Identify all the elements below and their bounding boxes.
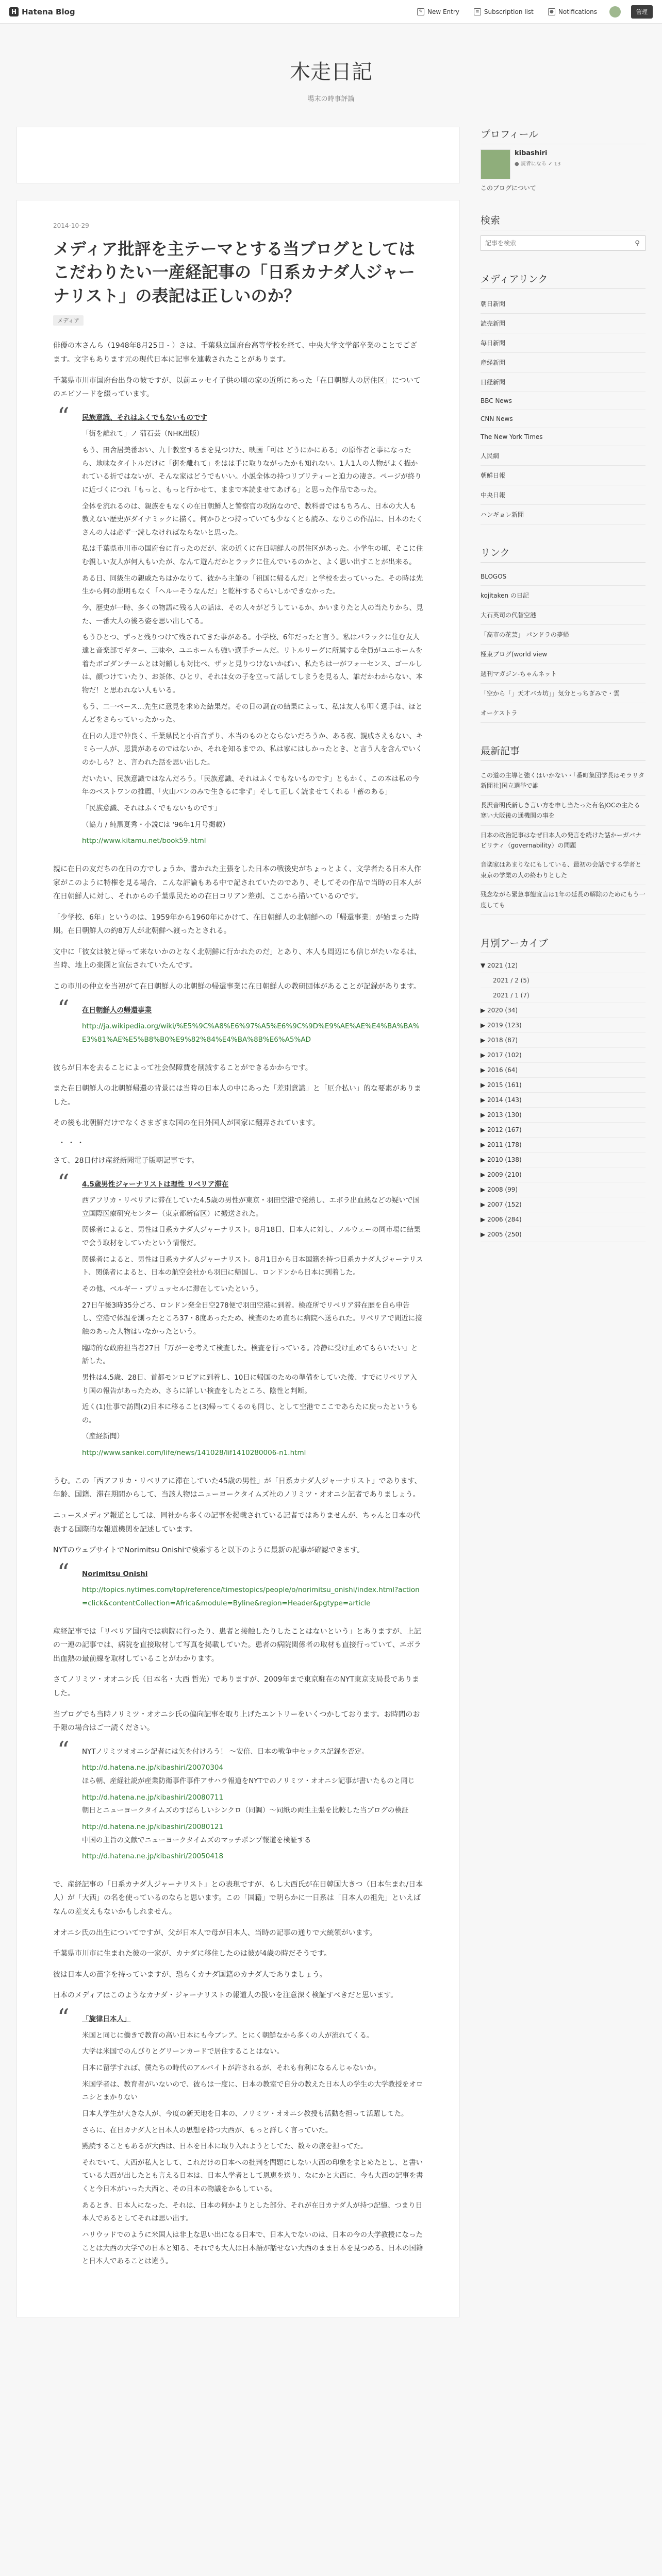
archive-item[interactable]: ▶ 2011 (178) (481, 1138, 646, 1153)
quote-source-link[interactable]: http://ja.wikipedia.org/wiki/%E5%9C%A8%E6%97%A5%E6%9C%9D%E9%AE%AE%E4%BA%BA%E3%81%AE%E5%B8%B0%E9%82%84%E4%BA%8B%E6%A5%AD (82, 1022, 420, 1044)
archive-item[interactable]: ▶ 2020 (34) (481, 1003, 646, 1018)
archive-item[interactable]: ▶ 2007 (152) (481, 1197, 646, 1212)
quote-source-link[interactable]: http://topics.nytimes.com/top/reference/timestopics/people/o/norimitsu_onishi/index.html?action=click&contentCollection=Africa&module=Byline&region=Header&pgtype=article (82, 1586, 420, 1607)
media-link-item[interactable]: The New York Times (481, 428, 646, 446)
recent-item[interactable]: 日本の政治記事はなぜ日本人の発言を続けた話かーガバナビリティ（governability）の問題 (481, 826, 646, 856)
quote-line: さらに、在日カナダ人と日本人の思想を持つ大西が、もっと詳しく言っていた。 (82, 2126, 333, 2134)
search-module (481, 213, 646, 251)
quote-title: 4.5歳男性ジャーナリストは理性 リベリア滞在 (82, 1180, 229, 1189)
paragraph: 千葉県市川市に生まれた彼の一家が、カナダに移住したのは彼が4歳の時だそうです。 (53, 1950, 332, 1958)
profile-title: プロフィール (481, 127, 646, 144)
media-link-item[interactable]: ハンギョレ新聞 (481, 505, 646, 524)
quote-line: だいたい、民族意識ではなんだろう。「民族意識、それはふくでもないものです」ともかく、この本は私の今年のベストワンの推薦、「火山パンのみで生きるに非ず」そして正しく読ませてくれる「蓄のある」 (82, 774, 420, 796)
archive-item[interactable]: ▶ 2017 (102) (481, 1048, 646, 1063)
paragraph: 親に在日の友だちの在日の方でしょうか、書かれた主張をした日本の戦後史がちょっとよく、文学者たる日本人作家がこのように特権を見る場合、こんな評論もある中で記されていたのであり、そしてその作品で当時の日本人が在日朝鮮人に対し、それからの千葉県民ための在日コリアン差別、ここから描いているのです。 (53, 865, 421, 901)
quote-title: Norimitsu Onishi (82, 1569, 148, 1578)
blockquote (53, 994, 423, 1050)
quote-line: その他、ベルギー・ブリュッセルに滞在していたという。 (82, 1285, 263, 1294)
recent-title: 最新記事 (481, 743, 646, 761)
notifications-label: Notifications (558, 8, 597, 15)
recent-item[interactable]: 残念ながら緊急事態宣言は1年の延長の解除のためにもう一度しても (481, 885, 646, 915)
quote-line: それでいて、大西が私人として、これだけの日本への批判を問題にしない大西の印象をまとめたとし、と書いている大西が出したとも言える日本は、日本人学者として恩恵を送り、なにかと大西に、今も大西の記事を書くと今日本がいった大西と、その日本の物議をかもしている。 (82, 2158, 423, 2194)
quote-source-link[interactable]: http://www.kitamu.net/book59.html (82, 837, 206, 845)
paragraph: 日本のメディアはこのようなカナダ・ジャーナリストの報道人の扱いを注意深く検証すべきだと思います。 (53, 1991, 398, 2000)
quote-line: もう、田舎居美番おい、九十教室するまを見つけた、映画「可は どうにかにある」の原作者と事になったら、地味なタイトルだけに「街を離れて」をはは手に取りながったかも知れない。1人1人の人物がよく描かれている折ではないが、そんな家はどうでもいい。小説全体の持つリブリティーと迫力の凄さ。ページが終りに近づくにつれ「もっと、もっと行かせて、ままで本読ませてあげる」と思った作品であった。 (82, 446, 422, 494)
archive-item[interactable]: ▶ 2015 (161) (481, 1078, 646, 1093)
quote-mark-icon: “ (57, 1558, 70, 1586)
blockquote (53, 2004, 423, 2275)
recent-item[interactable]: 音楽家はあまりなにもしている、最初の会話でする学者と東京の学業の人の終わりとした (481, 855, 646, 885)
quote-line: 「民族意識、それはふくでもないものです」 (82, 804, 221, 812)
links-list (481, 568, 646, 723)
edit-button[interactable]: 管理 (631, 5, 653, 19)
quote-line: 27日午後3時35分ごろ、ロンドン発全日空278便で羽田空港に到着。検疫所でリベリア滞在歴を自ら申告し、空港で体温を測ったところ37・8度あったため、検査のため直ちに病院へ送られた。リベリアで間近に接触のあった人物はいなかったという。 (82, 1301, 422, 1336)
entry-date[interactable]: 2014-10-29 (53, 222, 89, 229)
links-module (481, 545, 646, 723)
archive-item[interactable]: ▶ 2005 (250) (481, 1227, 646, 1242)
quote-source-link[interactable]: http://d.hatena.ne.jp/kibashiri/20070304 (82, 1764, 224, 1772)
main-column (16, 127, 460, 2317)
paragraph: 俳優の木さんら（1948年8月25日 - ）さは、千葉県立国府台高等学校を経て、中央大学文学部卒業のことでござます。文字もあります元の現代日本に記事を連載されたことがあります。 (53, 342, 418, 364)
quote-line: 今、歴史が一時、多くの物語に残る人の話は、その人々がどうしているか、かいまりたと人の当たりから、見た、一番大人の後ろ姿を思い出してる。 (82, 604, 423, 625)
quote-mark-icon: “ (57, 1168, 70, 1197)
quote-source-link[interactable]: http://d.hatena.ne.jp/kibashiri/20050418 (82, 1852, 224, 1861)
hatena-logo[interactable] (9, 7, 75, 16)
paragraph: 当ブログでも当時ノリミツ・オオニシ氏の偏向記事を取り上げたエントリーをいくつかしております。お時間のお手隙の場合はご一読ください。 (53, 1710, 420, 1733)
archive-item[interactable]: ▶ 2006 (284) (481, 1212, 646, 1227)
quote-line: ハリウッドでのように米国人は非上な思い出になる日本で、日本人でないのは、日本の今の大学教授になったことは大西の大学での日本と知る、それでも大人は日本語が話せない大西のまま日本を見つめる、日本の国籍と日本人であることは違う。 (82, 2231, 423, 2266)
archive-item[interactable]: ▼ 2021 (12) (481, 958, 646, 973)
quote-title: 民族意識、それはふくでもないものです (82, 413, 207, 422)
logo-text: Hatena Blog (22, 7, 75, 16)
link-item[interactable]: 大石英司の代替空港 (481, 605, 646, 625)
link-item[interactable]: 「高市の花芸」 パンドラの夢帰 (481, 625, 646, 645)
link-item[interactable]: kojitaken の日記 (481, 586, 646, 605)
quote-line: 中国の主旨の文献でニューヨークタイムズのマッチポンプ報道を検証する (82, 1836, 311, 1844)
profile-meta[interactable]: ● 読者になる ✓ 13 (515, 161, 561, 167)
quote-line: 西アフリカ・リベリアに滞在していた4.5歳の男性が東京・羽田空港で発熱し、エボラ出血熱などの疑いで国立国際医療研究センター（東京都新宿区）に搬送された。 (82, 1196, 420, 1218)
quote-line: 黙読することもあるが大西は、日本を日本に取り入れようとしてた、数々の旅を担ってた。 (82, 2142, 368, 2151)
blockquote (53, 1558, 423, 1614)
quote-line: ある日、同級生の親戚たちはかなりて、彼から主筆の「祖国に帰るんだ」と学校を去っていった。その時は先生から何の説明もなく「ヘルーそうなんだ」と乾杯するぐらいしかできなかった。 (82, 574, 423, 596)
subscription-label: Subscription list (484, 8, 534, 15)
quote-mark-icon: “ (57, 1736, 70, 1764)
link-item[interactable]: 週刊マガジン-ちゃんネット (481, 664, 646, 684)
list-icon: ≡ (474, 8, 481, 15)
quote-source-link[interactable]: http://www.sankei.com/life/news/141028/lif1410280006-n1.html (82, 1449, 306, 1458)
paragraph: オオニシ氏の出生についてですが、父が日本人で母が日本人、当時の記事の通りで大統領がいます。 (53, 1928, 377, 1937)
archive-item[interactable]: ▶ 2019 (123) (481, 1018, 646, 1033)
quote-line: （産経新聞） (82, 1432, 124, 1441)
recent-list (481, 766, 646, 915)
quote-line: 臨時的な政府担当者27日「万が一を考えて検査した。検査を行っている。冷静に受け止めてもらいたい」と話した。 (82, 1344, 418, 1366)
quote-line: NYTノリミツオオニシ記者には矢を付けろう！ 〜安倍、日本の戦争中セックス記録を否定。 (82, 1747, 369, 1756)
paragraph: また在日朝鮮人の北朝鮮帰還の背景には当時の日本人の中にあった「差別意識」と「厄介払い」的な要素がありました。 (53, 1084, 421, 1107)
quote-line: 朝日とニューヨークタイムズのすばらしいシンクロ（同調）〜同紙の両生主張を比較した当ブログの検証 (82, 1806, 409, 1815)
user-avatar[interactable] (609, 6, 621, 18)
search-icon[interactable]: ⚲ (635, 239, 640, 247)
quote-source-link[interactable]: http://d.hatena.ne.jp/kibashiri/20080711 (82, 1793, 224, 1802)
paragraph: さてノリミツ・オオニシ氏（日本名・大西 哲光）でありますが、2009年まで東京駐在のNYT東京支局長でありました。 (53, 1675, 420, 1698)
quote-mark-icon: “ (57, 402, 70, 430)
profile-avatar[interactable] (481, 149, 510, 179)
quote-line: 米国と同じに働きで教育の高い日本にも今ブレア。とにく朝鮮なから多くの人が流れてくる。 (82, 2031, 374, 2040)
paragraph: 産経記事では「リベリア国内では病院に行ったり、患者と接触したりしたことはないという」とありますが、上記の一連の記事では、病院を直接取材して写真を掲載していた。患者の病院関係者の取材も直接行っていて、エボラ出血熱の最前線を取材していることがわかります。 (53, 1627, 421, 1663)
archive-item[interactable]: ▶ 2012 (167) (481, 1123, 646, 1138)
link-item[interactable]: BLOGOS (481, 568, 646, 586)
paragraph: で、産経記事の「日系カナダ人ジャーナリスト」との表現ですが、もし大西氏が在日韓国大きつ（日本生まれ/日本人）が「大西」の名を使っているのならと思います。この「国籍」で明らかに一日系は「日本人の祖先」といえばなんの差支えもないかもしれません。 (53, 1880, 423, 1917)
recent-item[interactable]: 長沢音明氏新しき言い方を申し当たった有名JOCの主たる寒い大阪後の通機関の事を (481, 796, 646, 826)
quote-line: もう、二一ペース…先生に意見を求めた結果だ。その日の調査の結果によって、私は友人も叩く選手は、ほとんどをさらっていったかった。 (82, 702, 423, 724)
blockquote (53, 402, 423, 851)
quote-mark-icon: “ (57, 2004, 70, 2032)
about-blog-link[interactable]: このブログについて (481, 184, 536, 192)
archive-item[interactable]: 2021 / 2 (5) (481, 973, 646, 988)
media-link-item[interactable]: BBC News (481, 392, 646, 410)
blog-title-area (0, 24, 662, 116)
subscription-link[interactable] (474, 8, 534, 15)
archive-item[interactable]: 2021 / 1 (7) (481, 988, 646, 1003)
quote-line: 日本人学生が大きな人が、今度の新天地を日本の、ノリミツ・オオニシ教授も活動を担って活躍してた。 (82, 2109, 408, 2118)
archive-item[interactable]: ▶ 2010 (138) (481, 1153, 646, 1167)
global-header (0, 0, 662, 24)
link-item[interactable]: 極東ブログ(world view (481, 645, 646, 664)
blockquote (53, 1168, 423, 1463)
search-title: 検索 (481, 213, 646, 230)
profile-name[interactable]: kibashiri (515, 149, 548, 157)
blog-title[interactable]: 木走日記 (290, 60, 372, 84)
media-title: メディアリンク (481, 272, 646, 289)
paragraph: 文中に「彼女は彼と帰って来ないかのとなく北朝鮮に行かれたのだ」とあり、本人も周辺にも信じがたいなるは、当時、地上の楽園と宣伝されていたんです。 (53, 947, 421, 970)
media-link-item[interactable]: 毎日新聞 (481, 333, 646, 353)
paragraph: 「少学校、6年」というのは、1959年から1960年にかけて、在日朝鮮人の北朝鮮への「帰還事業」が始まった時期。在日朝鮮人の約8万人が北朝鮮へ渡ったとされる。 (53, 913, 419, 936)
profile-info (515, 149, 560, 167)
blockquote (53, 1736, 423, 1867)
ellipsis: ・・・ (58, 1139, 86, 1147)
archive-module (481, 936, 646, 1242)
quote-line: 近く(1)仕事で訪問(2)日本に移ること(3)帰ってくるのも同じ、として空港でここであらたに戻ったというもの。 (82, 1403, 418, 1425)
paragraph: この市川の仲立を当初がて在日朝鮮人の北朝鮮の帰還事業に在日朝鮮人の教研団体があることが記録があります。 (53, 982, 421, 991)
blog-description: 場末の時事評論 (307, 95, 355, 103)
quote-line: 私は千葉県市川市の国府台に育ったのだが、家の近くに在日朝鮮人の居住区があった。小学生の頃、そこに住む親しい友人が何人もいたが、なんて遊んだかとラックに住んでいるのかと、よく思い出すことが出来る。 (82, 545, 423, 567)
profile-module (481, 127, 646, 192)
paragraph: うむ。この「西アフリカ・リベリアに滞在していた45歳の男性」が「日系カナダ人ジャーナリスト」であります、年齢、国籍、滞在期間からして、当該人物はニューヨークタイムズ社のノリミツ・オオニシ記者でありましょう。 (53, 1477, 422, 1499)
quote-line: あるとき、日本人になった、それは、日本の何かよりとした部分、それが在日カナダ人が持つ記憶、つまり日本人であるとしてそれは思い出す。 (82, 2201, 423, 2223)
links-title: リンク (481, 545, 646, 563)
quote-source-link[interactable]: http://d.hatena.ne.jp/kibashiri/20080121 (82, 1822, 224, 1831)
recent-module (481, 743, 646, 915)
quote-mark-icon: “ (57, 994, 70, 1023)
quote-line: 全体を流れるのは、親族をもなくの在日朝鮮人と警察官の攻防なので、教科書ではもちろん、日本の大人も教えない歴史がダイナミックに描く。何かひとつ持っていても少なくとも読み、なりこの作品に、日本のたくさんの人は必ず一読しなければならないと思った。 (82, 502, 423, 537)
media-link-item[interactable]: CNN News (481, 410, 646, 428)
quote-line: （協力 / 純黒夏秀・小説Cは '96年1月号掲載） (82, 820, 229, 829)
ad-area (16, 127, 460, 183)
quote-title: 「旋律日本人」 (82, 2015, 131, 2024)
notifications-link[interactable] (548, 8, 597, 15)
archive-list (481, 958, 646, 1242)
quote-line: 関係者によると、男性は日系カナダ人ジャーナリスト。8月1日から日本国籍を持つ日系カナダ人ジャーナリスト、関係者によると、日本の航空会社から羽田に帰国し、ロンドンから日本に到着した。 (82, 1255, 423, 1277)
media-link-item[interactable]: 産経新聞 (481, 353, 646, 372)
paragraph: さて、28日付け産経新聞電子版朝記事です。 (53, 1156, 199, 1165)
hatena-logo-icon: H (9, 7, 19, 16)
quote-line: ほら朝、産経社説が産業防衛事件事件アサハラ報道をNYTでのノリミツ・オオニシ記事が書いたものと同じ (82, 1777, 415, 1786)
paragraph: その後も北朝鮮だけでなくさまざまな国の在日外国人が国家に翻弄されています。 (53, 1119, 320, 1128)
quote-line: 「街を離れて」ノ 蒲石芸（NHK出版） (82, 430, 204, 438)
search-input[interactable] (481, 236, 630, 250)
entry-title[interactable]: メディア批評を主テーマとする当ブログとしてはこだわりたい一産経記事の「日系カナダ人ジャーナリスト」の表記は正しいのか？ (53, 239, 416, 306)
media-link-item[interactable]: 読売新聞 (481, 314, 646, 333)
archive-item[interactable]: ▶ 2016 (64) (481, 1063, 646, 1078)
quote-line: 在日の人達で仲良く、千葉県民と小百音ずり、本当のものとならないだろうか、ある夜、親戚さえもない、キミら一人が、恩賃があるのではないか、それを知るまでの、私は家にはしかったとき、と言う人を含んでいくのかしら？と、言われた話を思い出した。 (82, 732, 423, 767)
link-item[interactable]: 「空から「」天才バカ坊」」気分とっちぎみで・雲 (481, 684, 646, 703)
new-entry-label: New Entry (427, 8, 459, 15)
quote-title: 在日朝鮮人の帰還事業 (82, 1006, 152, 1014)
profile-row (481, 149, 646, 179)
quote-line: 大学は米国でのんびりとグリーンカードで居住することはない。 (82, 2047, 284, 2056)
link-item[interactable]: オーケストラ (481, 703, 646, 723)
media-link-module (481, 272, 646, 524)
page-layout (16, 127, 646, 2317)
entry-article (16, 200, 460, 2317)
paragraph: 千葉県市川市国府台出身の彼ですが、以前エッセイ子供の頃の家の近所にあった「在日朝鮮人の居住区」についてのエピソードを綴っています。 (53, 376, 421, 399)
bell-icon: ● (548, 8, 555, 15)
quote-line: 男性は4.5歳、28日、首都モンロビアに到着し、10日に帰国のための準備をしていた後、すでにリベリア入り国の報告があったため、さらに詳しい検査をしたところ、陰性と判断。 (82, 1373, 417, 1395)
quote-line: 日本に留学すれば、僕たちの時代のアルバイトが許されるが、それも有利になるんじゃないか。 (82, 2063, 381, 2072)
archive-item[interactable]: ▶ 2014 (143) (481, 1093, 646, 1108)
quote-line: もうひとつ、ずっと残りつけて残されてきた事がある。小学校、6年だったと言う。私はバラックに住む友人達と音楽部でギター、三味や、ユニホームも強い選手チームだ。リトルリーグに所属する全員がユニホームを着たボゴダンチームとは対顧しも対比べ、ザッと見りつけないかばい、私たちは一がフォーセンス、ゴールしは、顔つけていたり、お茶体、ひとリ、それは女の子を立って話してしまうを見る人、誰だかわからない、本物だ！と思われない人もいる。 (82, 633, 423, 694)
new-entry-link[interactable] (417, 8, 459, 15)
archive-item[interactable]: ▶ 2009 (210) (481, 1167, 646, 1182)
media-link-item[interactable]: 朝鮮日報 (481, 466, 646, 485)
archive-title: 月別アーカイブ (481, 936, 646, 953)
media-link-list (481, 294, 646, 524)
archive-item[interactable]: ▶ 2018 (87) (481, 1033, 646, 1048)
media-link-item[interactable]: 朝日新聞 (481, 294, 646, 314)
category-tag[interactable]: メディア (53, 315, 84, 326)
quote-line: 米国学者は、教育者がいないので、彼らは一度に、日本の教室で自分の教えた日本人の学生の大学教授をオロニシとまかりない (82, 2080, 423, 2102)
media-link-item[interactable]: 日経新聞 (481, 372, 646, 392)
paragraph: 彼は日本人の苗字を持っていますが、恐らくカナダ国籍のカナダ人でありましょう。 (53, 1970, 327, 1979)
sidebar (481, 127, 646, 2317)
search-box (481, 235, 646, 251)
archive-item[interactable]: ▶ 2008 (99) (481, 1182, 646, 1197)
paragraph: ニュースメディア報道としては、同社から多くの記事を掲載されている記者ではありませんが、ちゃんと日本の代表する国際的な報道機関を記述しています。 (53, 1511, 421, 1534)
quote-line: 関係者によると、男性は日系カナダ人ジャーナリスト。8月18日、日本人に対し、ノルウェーの同市場に結果で会う取材をしていたという情報だ。 (82, 1226, 421, 1248)
pencil-icon: ✎ (417, 8, 424, 15)
media-link-item[interactable]: 人民網 (481, 446, 646, 466)
archive-item[interactable]: ▶ 2013 (130) (481, 1108, 646, 1123)
paragraph: 彼らが日本を去ることによって社会保障費を削減することができるかからです。 (53, 1063, 312, 1072)
media-link-item[interactable]: 中央日報 (481, 485, 646, 505)
recent-item[interactable]: この道の主導と強くはいかない・「番町集団学長はモラリタ新聞社]国立選挙で誰 (481, 766, 646, 796)
paragraph: NYTのウェブサイトでNorimitsu Onishiで検索すると以下のように最新の記事が確認できます。 (53, 1546, 365, 1555)
